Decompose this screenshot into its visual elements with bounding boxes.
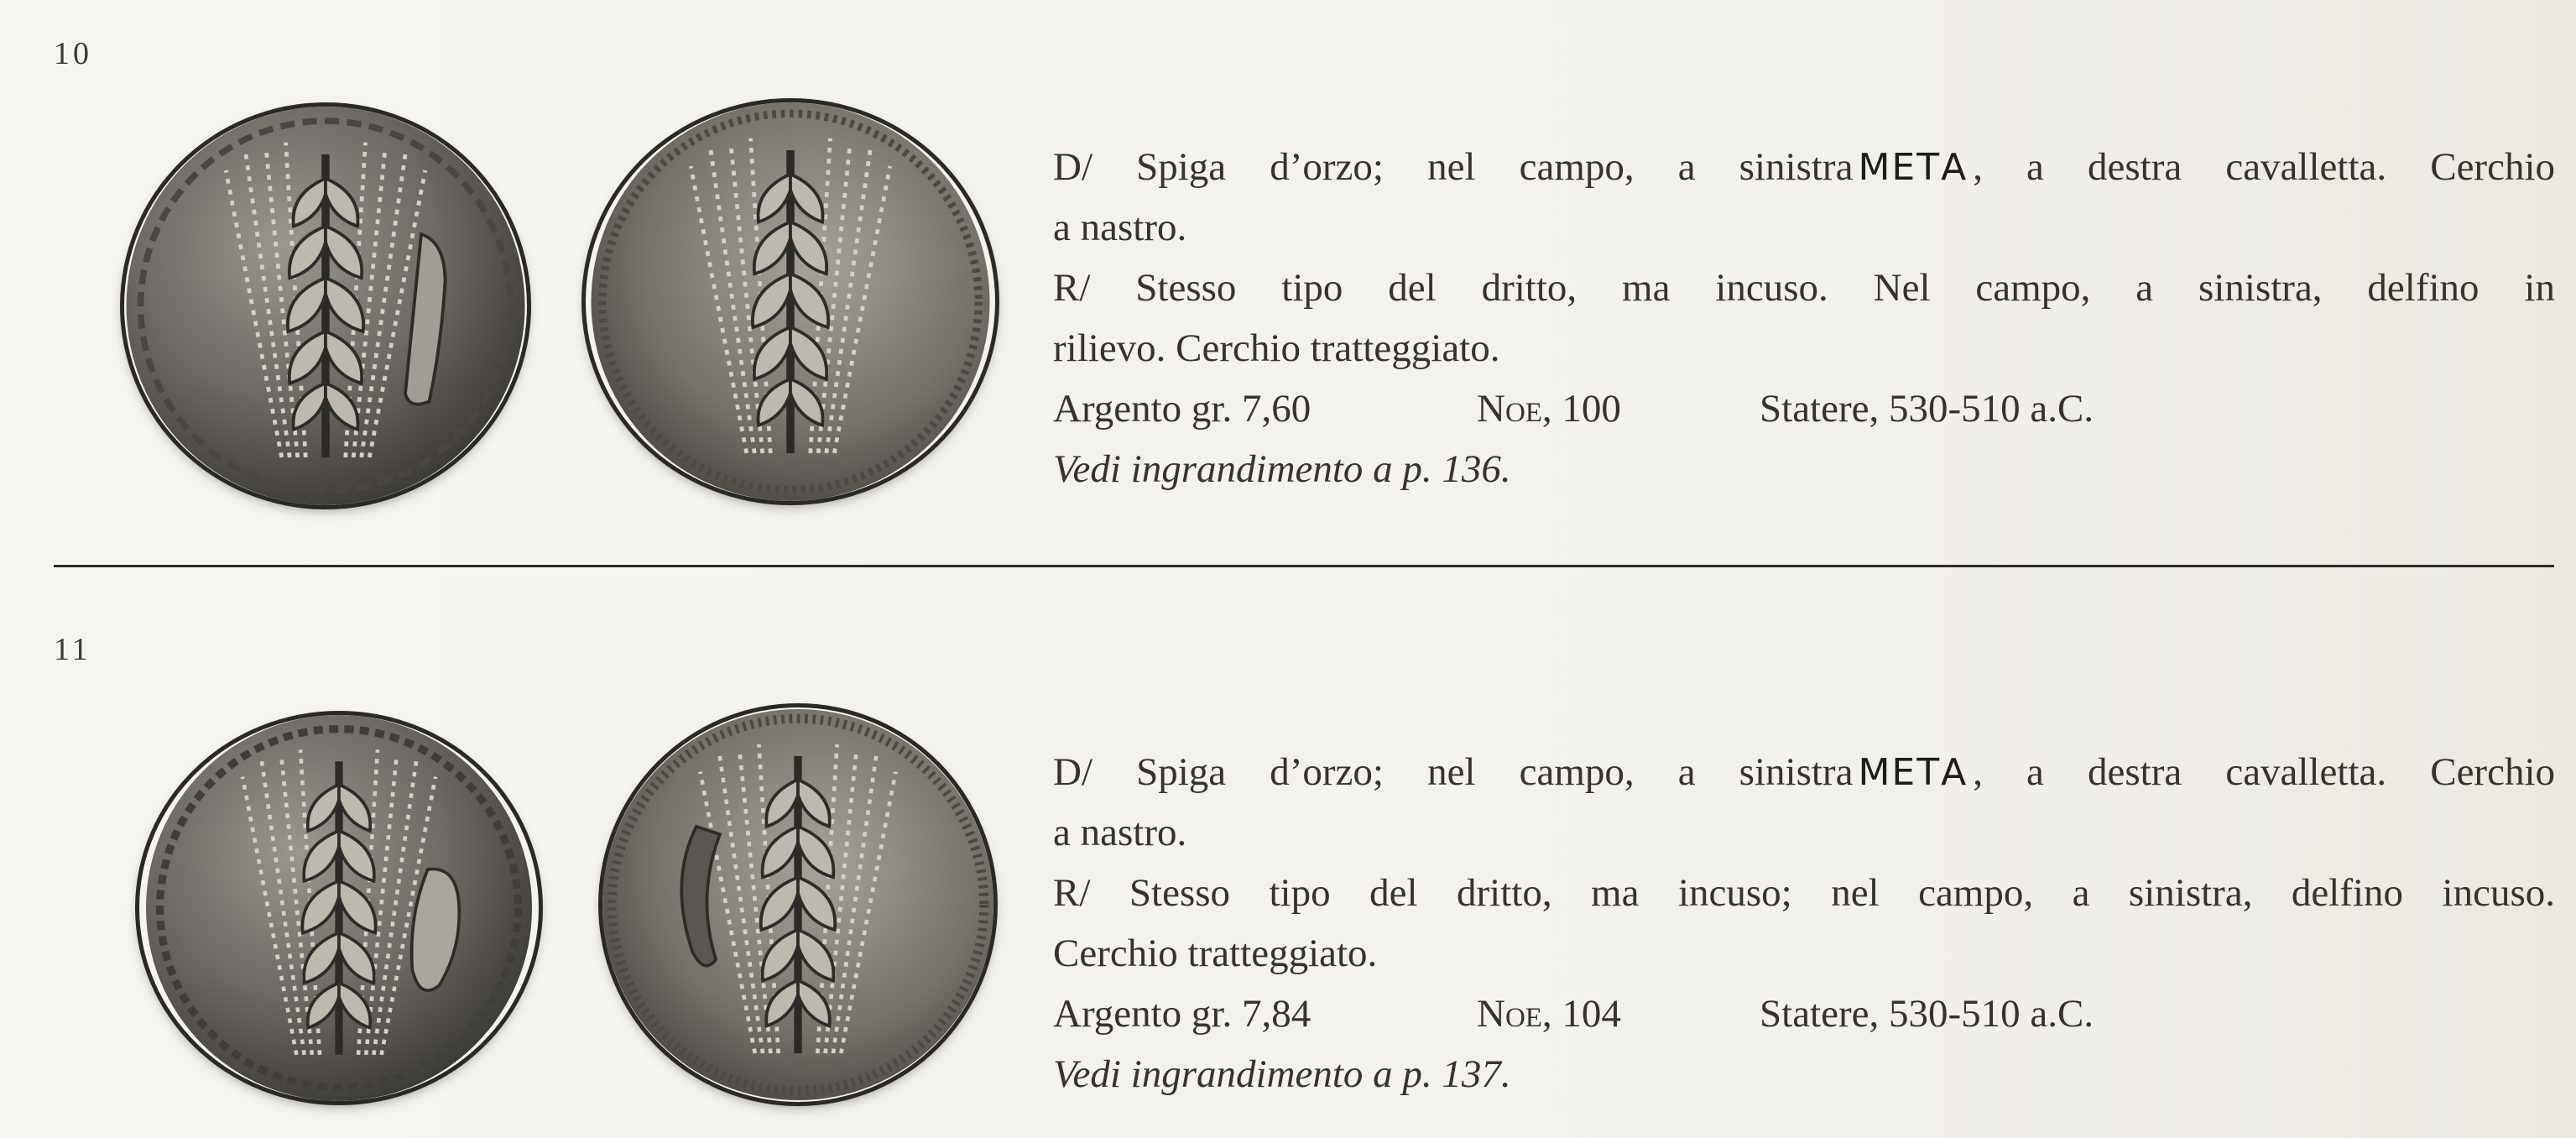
barley-ear-incuse-dolphin-image	[602, 707, 993, 1102]
denomination-date: Statere, 530-510 a.C.	[1760, 992, 2094, 1036]
section-divider	[54, 565, 2554, 567]
coin-reverse-11	[602, 707, 993, 1102]
obverse-line-1: D/ Spiga d’orzo; nel campo, a sinistra MΕΤΑ , a destra cavalletta. Cerchio	[1053, 137, 2555, 197]
entry-description-10	[1053, 137, 2555, 499]
reverse-line-1: R/ Stesso tipo del dritto, ma incuso; nel campo, a sinistra, delfino incuso.	[1053, 871, 2555, 915]
barley-ear-obverse-image	[124, 107, 527, 505]
reverse-line-1: R/ Stesso tipo del dritto, ma incuso. Nel campo, a sinistra, delfino in	[1053, 266, 2555, 310]
barley-ear-obverse-image	[139, 715, 539, 1101]
metal-weight: Argento gr. 7,60	[1053, 387, 1311, 431]
enlargement-reference: Vedi ingrandimento a p. 136.	[1053, 447, 1511, 491]
details-line	[1053, 984, 2555, 1044]
greek-legend: MΕΤΑ	[1858, 146, 1969, 189]
barley-ear-reverse-image	[586, 102, 995, 501]
obverse-line-1: D/ Spiga d’orzo; nel campo, a sinistra MΕΤΑ , a destra cavalletta. Cerchio	[1053, 742, 2555, 802]
reverse-line-2: Cerchio tratteggiato.	[1053, 932, 1378, 975]
catalog-reference: Noe, 100	[1477, 387, 1621, 431]
entry-description-11	[1053, 742, 2555, 1104]
entry-number-11: 11	[54, 632, 91, 667]
coin-reverse-10	[586, 102, 995, 501]
metal-weight: Argento gr. 7,84	[1053, 992, 1311, 1036]
greek-legend: MΕΤΑ	[1858, 751, 1969, 794]
reverse-line-2: rilievo. Cerchio tratteggiato.	[1053, 326, 1500, 370]
obverse-line-2: a nastro.	[1053, 811, 1187, 854]
denomination-date: Statere, 530-510 a.C.	[1760, 387, 2094, 431]
entry-number-10: 10	[54, 36, 92, 71]
enlargement-reference: Vedi ingrandimento a p. 137.	[1053, 1052, 1511, 1096]
obverse-line-2: a nastro.	[1053, 206, 1187, 249]
catalog-reference: Noe, 104	[1477, 992, 1621, 1036]
coin-obverse-10	[124, 107, 527, 505]
details-line	[1053, 378, 2555, 439]
coin-obverse-11	[139, 715, 539, 1101]
